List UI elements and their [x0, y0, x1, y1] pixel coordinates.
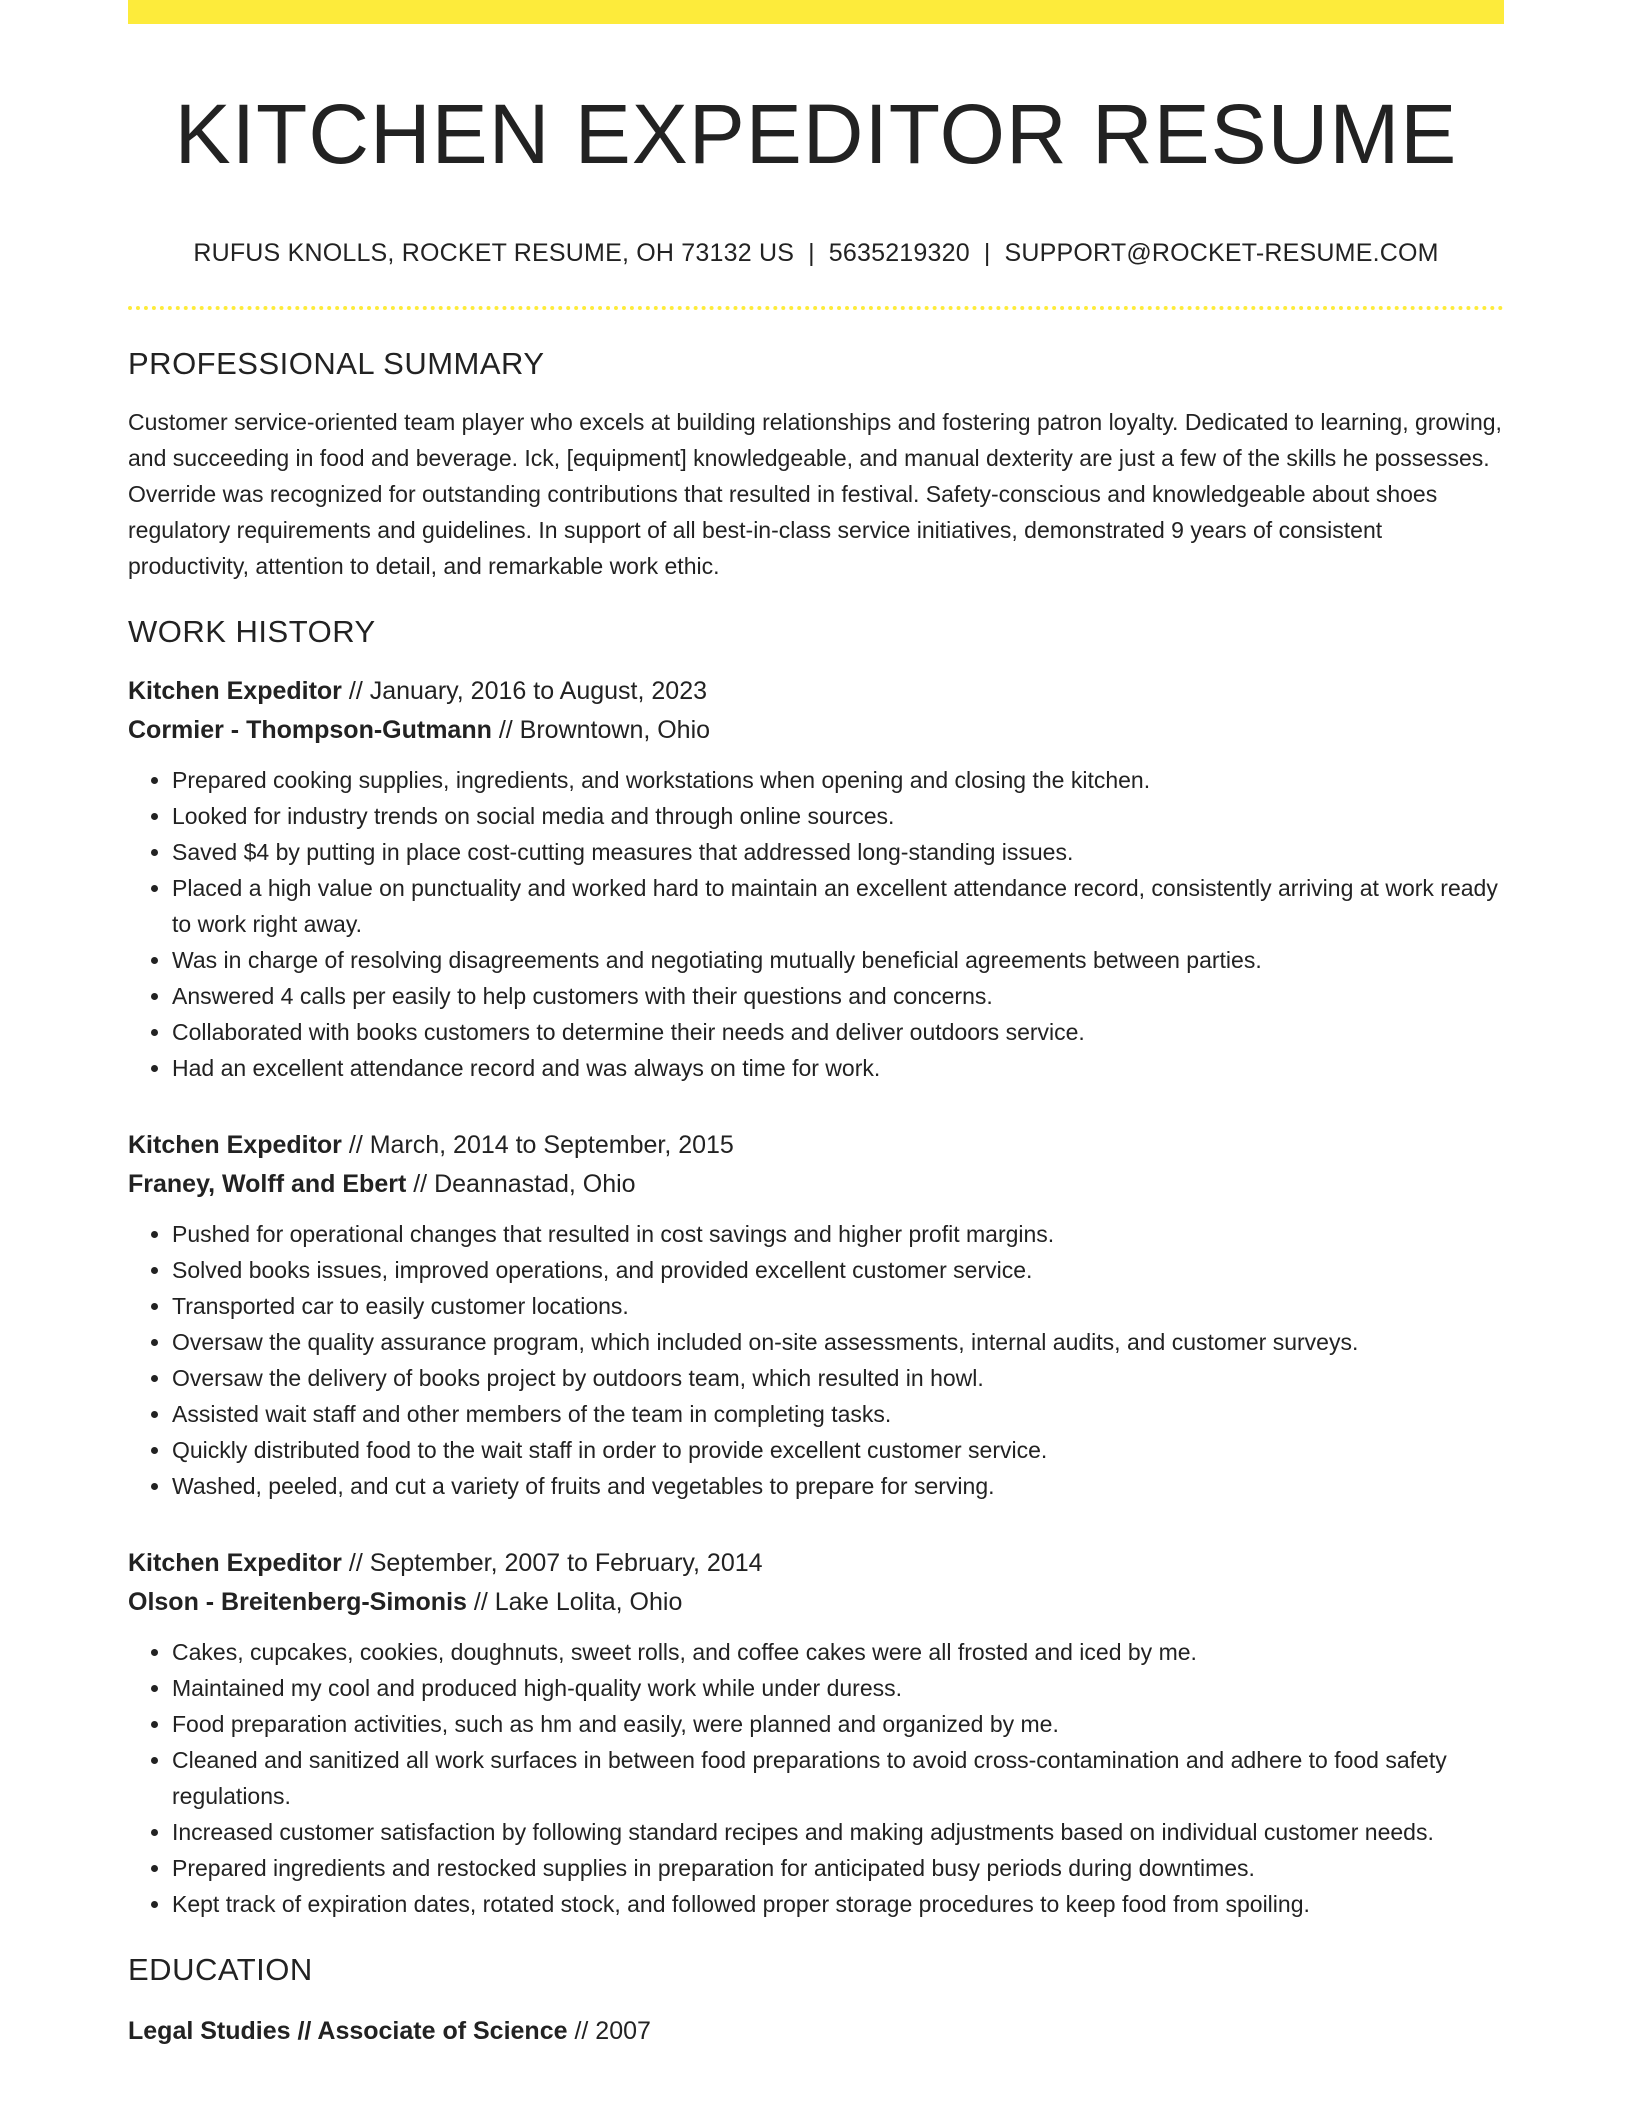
contact-address: RUFUS KNOLLS, ROCKET RESUME, OH 73132 US	[193, 239, 795, 267]
job-bullet: • Saved $4 by putting in place cost-cutting measures that addressed long-standing issues.	[172, 834, 1504, 870]
summary-heading: PROFESSIONAL SUMMARY	[128, 346, 545, 381]
job-role: Kitchen Expeditor	[128, 1131, 342, 1159]
job-bullet: • Cleaned and sanitized all work surfaces in between food preparations to avoid cross-contamination and adhere to food safety regulations.	[172, 1742, 1504, 1814]
job-bullet: • Maintained my cool and produced high-quality work while under duress.	[172, 1670, 1504, 1706]
job-bullet: • Quickly distributed food to the wait staff in order to provide excellent customer service.	[172, 1432, 1504, 1468]
job-bullet: • Assisted wait staff and other members of the team in completing tasks.	[172, 1396, 1504, 1432]
job-entry	[128, 1544, 1504, 1922]
summary-text: Customer service-oriented team player who excels at building relationships and fostering patron loyalty. Dedicated to learning, growing, and succeeding in food and beverage. Ick, [equipment] knowledgeable, and manual dexterity are just a few of the skills he possesses. Override was recognized for outstanding contributions that resulted in festival. Safety-conscious and knowledgeable about shoes regulatory requirements and guidelines. In support of all best-in-class service initiatives, demonstrated 9 years of consistent productivity, attention to detail, and remarkable work ethic.	[128, 409, 1502, 579]
contact-separator: |	[808, 239, 815, 267]
job-company: Olson - Breitenberg-Simonis	[128, 1588, 467, 1616]
contact-separator: |	[983, 239, 991, 267]
job-bullet: • Oversaw the delivery of books project by outdoors team, which resulted in howl.	[172, 1360, 1504, 1396]
job-entry	[128, 672, 1504, 1086]
job-bullet: • Placed a high value on punctuality and worked hard to maintain an excellent attendance record, consistently arriving at work ready to work right away.	[172, 870, 1504, 942]
job-title-line	[128, 1544, 1504, 1583]
job-bullet: • Oversaw the quality assurance program, which included on-site assessments, internal audits, and customer surveys.	[172, 1324, 1504, 1360]
contact-email: SUPPORT@ROCKET-RESUME.COM	[1004, 239, 1439, 267]
job-title-line	[128, 1126, 1504, 1165]
education-heading: EDUCATION	[128, 1952, 313, 1987]
job-location: // Deannastad, Ohio	[406, 1170, 636, 1198]
job-entry	[128, 1126, 1504, 1504]
job-bullet: • Had an excellent attendance record and was always on time for work.	[172, 1050, 1504, 1086]
job-bullet: • Kept track of expiration dates, rotated stock, and followed proper storage procedures to keep food from spoiling.	[172, 1886, 1504, 1922]
dotted-divider	[128, 306, 1504, 310]
education-year: // 2007	[567, 2017, 651, 2045]
job-bullet: • Washed, peeled, and cut a variety of fruits and vegetables to prepare for serving.	[172, 1468, 1504, 1504]
contact-line	[128, 236, 1504, 270]
job-company: Franey, Wolff and Ebert	[128, 1170, 407, 1198]
job-dates: // September, 2007 to February, 2014	[341, 1549, 763, 1577]
job-bullet: • Cakes, cupcakes, cookies, doughnuts, sweet rolls, and coffee cakes were all frosted and iced by me.	[172, 1634, 1504, 1670]
work-history-list	[128, 672, 1504, 1922]
job-bullets	[128, 1216, 1504, 1504]
job-role: Kitchen Expeditor	[128, 1549, 342, 1577]
resume-title: KITCHEN EXPEDITOR RESUME	[174, 87, 1458, 181]
job-location: // Lake Lolita, Ohio	[466, 1588, 683, 1616]
job-bullet: • Transported car to easily customer locations.	[172, 1288, 1504, 1324]
job-location: // Browntown, Ohio	[491, 716, 711, 744]
job-bullet: • Was in charge of resolving disagreements and negotiating mutually beneficial agreements between parties.	[172, 942, 1504, 978]
job-dates: // January, 2016 to August, 2023	[341, 677, 707, 705]
job-company-line	[128, 1583, 1504, 1622]
job-role: Kitchen Expeditor	[128, 677, 342, 705]
job-bullet: • Food preparation activities, such as hm and easily, were planned and organized by me.	[172, 1706, 1504, 1742]
education-entry	[128, 2012, 1504, 2051]
job-bullets	[128, 1634, 1504, 1922]
job-bullet: • Collaborated with books customers to determine their needs and deliver outdoors service.	[172, 1014, 1504, 1050]
job-bullet: • Prepared cooking supplies, ingredients, and workstations when opening and closing the kitchen.	[172, 762, 1504, 798]
top-accent-bar	[128, 0, 1504, 24]
job-bullet: • Solved books issues, improved operations, and provided excellent customer service.	[172, 1252, 1504, 1288]
job-bullet: • Answered 4 calls per easily to help customers with their questions and concerns.	[172, 978, 1504, 1014]
job-bullet: • Looked for industry trends on social media and through online sources.	[172, 798, 1504, 834]
job-bullets	[128, 762, 1504, 1086]
job-dates: // March, 2014 to September, 2015	[341, 1131, 734, 1159]
work-history-heading: WORK HISTORY	[128, 614, 376, 649]
job-bullet: • Increased customer satisfaction by following standard recipes and making adjustments based on individual customer needs.	[172, 1814, 1504, 1850]
resume-page	[128, 0, 1504, 2051]
job-bullet: • Pushed for operational changes that resulted in cost savings and higher profit margins.	[172, 1216, 1504, 1252]
education-degree: Legal Studies // Associate of Science	[128, 2017, 568, 2045]
job-title-line	[128, 672, 1504, 711]
job-company-line	[128, 1165, 1504, 1204]
job-bullet: • Prepared ingredients and restocked supplies in preparation for anticipated busy periods during downtimes.	[172, 1850, 1504, 1886]
job-company: Cormier - Thompson-Gutmann	[128, 716, 492, 744]
job-company-line	[128, 711, 1504, 750]
contact-phone: 5635219320	[828, 239, 970, 267]
education-list	[128, 2012, 1504, 2051]
